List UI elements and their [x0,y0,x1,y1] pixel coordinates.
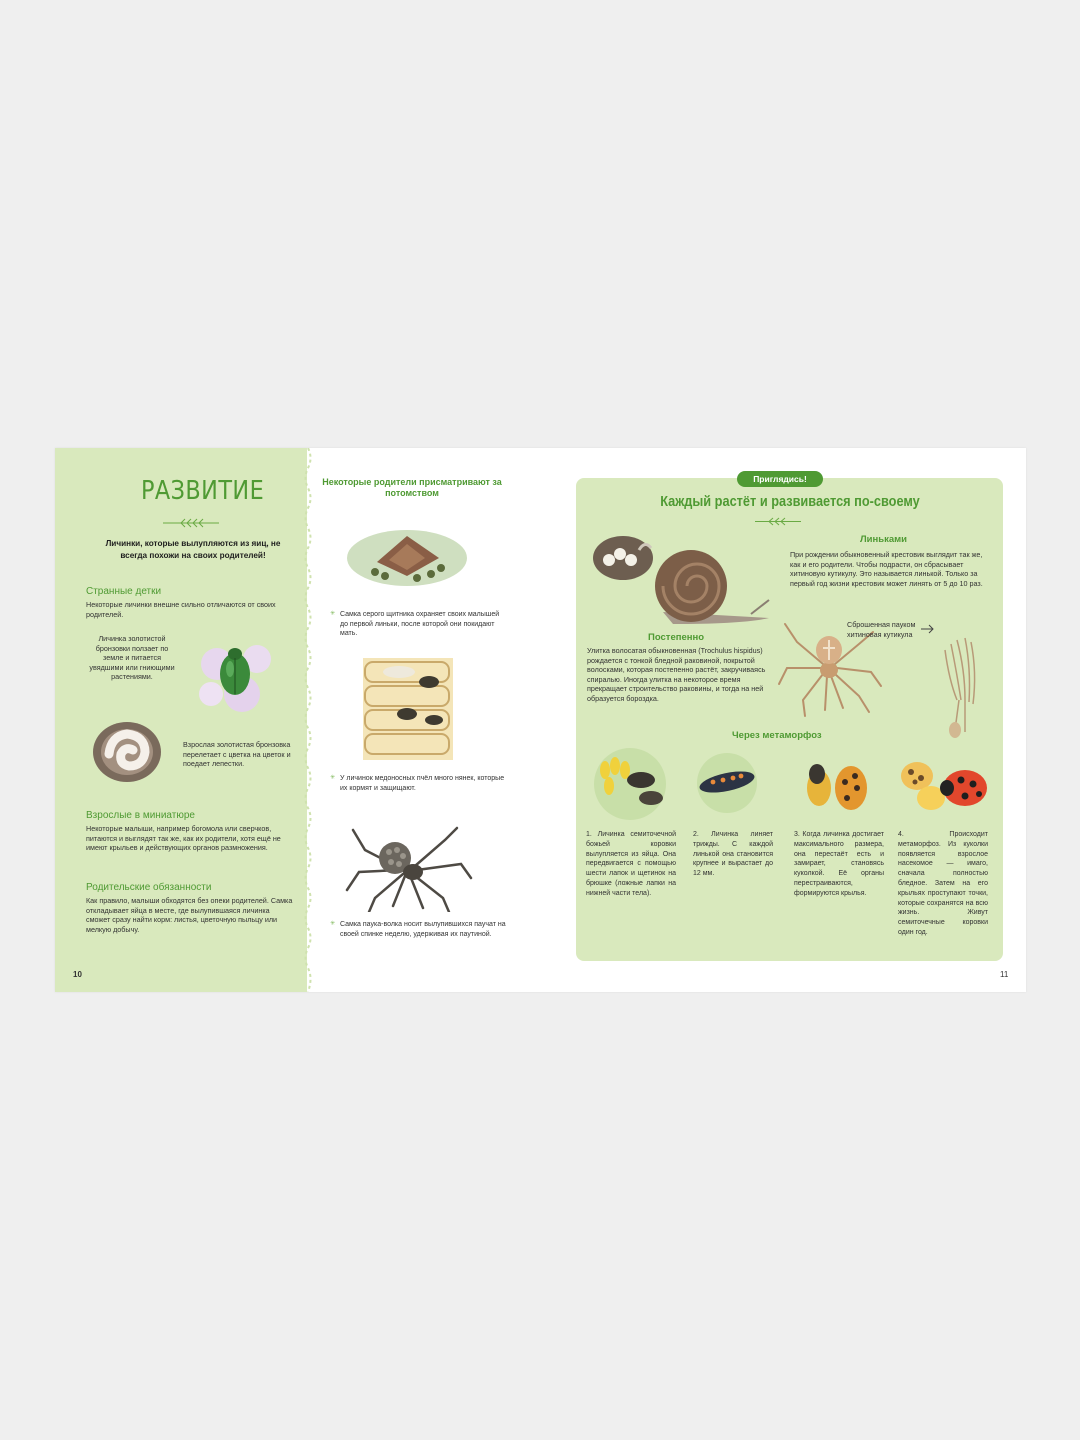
page-number-right: 11 [1000,970,1009,979]
shield-bug-illustration [345,518,470,590]
larva-caption: Личинка золотистой бронзовки ползает по земле и питается увядшими или гниющими растениями. [89,634,175,682]
ladybug-larva-hatching-illustration [585,746,675,822]
ladybug-pupa-illustration [799,754,875,816]
metamorphosis-step-1: 1. Личинка семиточечной божьей коровки вылупляется из яйца. Она передвигается с помощью шести лапок и щетинок на брюшке (ложные лапки на нижней части тела). [586,831,676,897]
wolf-spider-illustration [345,820,475,912]
miniature-adults-text: Некоторые малыши, например богомола или сверчков, питаются и выглядят так же, как их родители, хотя ещё не имеют крыльев и действующих органов размножения. [86,824,281,853]
ladybug-larva-illustration [691,752,763,814]
heading-miniature-adults: Взрослые в миниатюре [86,810,195,821]
book-spread [55,448,1026,992]
heading-molting: Линьками [860,534,907,545]
wavy-divider [301,448,315,992]
shield-bug-caption: ✳ Самка серого щитника охраняет своих малышей до первой линьки, после которой они покидают мать. [330,610,508,639]
leaf-ornament-right-icon [755,517,801,526]
adult-ladybugs-illustration [891,754,999,820]
molt-skin-caption: Сброшенная пауком хитиновая кутикула [847,620,916,639]
page-number-left: 10 [73,970,82,979]
gradually-text: Улитка волосатая обыкновенная (Trochulus hispidus) рождается с тонкой бледной раковиной, покрытой волосками, которая постепенно растёт, закручиваясь спиралью. Иногда улитка на некоторое время прекращает строительство раковины, и тогда на ней образуется бороздка. [587,646,766,703]
right-title: Каждый растёт и развивается по-своему [660,494,920,510]
middle-heading: Некоторые родители присматривают за потомством [322,477,502,498]
heading-parental-duties: Родительские обязанности [86,882,212,893]
heading-gradually: Постепенно [648,632,705,643]
honeybee-caption: ✳ У личинок медоносных пчёл много нянек, которые их кормят и защищают. [330,774,508,793]
honeybee-comb-illustration [359,654,457,764]
wolf-spider-caption: ✳ Самка паука-волка носит вылупившихся паучат на своей спинке неделю, удерживая их паутиной. [330,920,508,939]
look-closer-tag: Приглядись! [737,471,823,487]
page-title: РАЗВИТИЕ [141,476,265,506]
molting-text: При рождении обыкновенный крестовик выглядит так же, как и его родители. Чтобы подрасти, он сбрасывает хитиновую кутикулу. Это называется линькой. Только за первый год жизни крестовик может линять от 5 до 10 раз. [790,550,983,588]
leaf-ornament-icon [163,518,219,528]
intro-text: Личинки, которые вылупляются из яиц, не всегда похожи на своих родителей! [105,539,281,560]
snail-illustration [593,532,775,634]
rose-chafer-beetle-illustration [187,624,287,718]
parental-duties-text: Как правило, малыши обходятся без опеки родителей. Самка откладывает яйца в месте, где вылупившаяся личинка сможет сразу найти корм: листья, цветочную пыльцу или мелкую добычу. [86,896,293,934]
molted-cuticle-illustration [935,620,985,740]
metamorphosis-step-3: 3. Когда личинка достигает максимального размера, она перестаёт есть и замирает, становясь куколкой. Её органы перестраиваются, формируются крылья. [794,831,884,897]
adult-chafer-caption: Взрослая золотистая бронзовка перелетает с цветка на цветок и поедает лепестки. [183,740,291,769]
metamorphosis-step-4: 4. Происходит метаморфоз. Из куколки появляется взрослое насекомое — имаго, сначала полностью бледное. Затем на его крыльях проступают точки, которые сохранятся на всю жизнь. Живут семиточечные коровки один год. [898,831,988,936]
metamorphosis-step-2: 2. Личинка линяет трижды. С каждой линькой она становится крупнее и вырастает до 12 мм. [693,831,773,878]
arrow-icon [921,624,935,634]
chafer-larva-illustration [91,718,163,784]
heading-metamorphosis: Через метаморфоз [732,730,822,741]
strange-kids-text: Некоторые личинки внешне сильно отличаются от своих родителей. [86,600,276,619]
heading-strange-kids: Странные детки [86,586,162,597]
